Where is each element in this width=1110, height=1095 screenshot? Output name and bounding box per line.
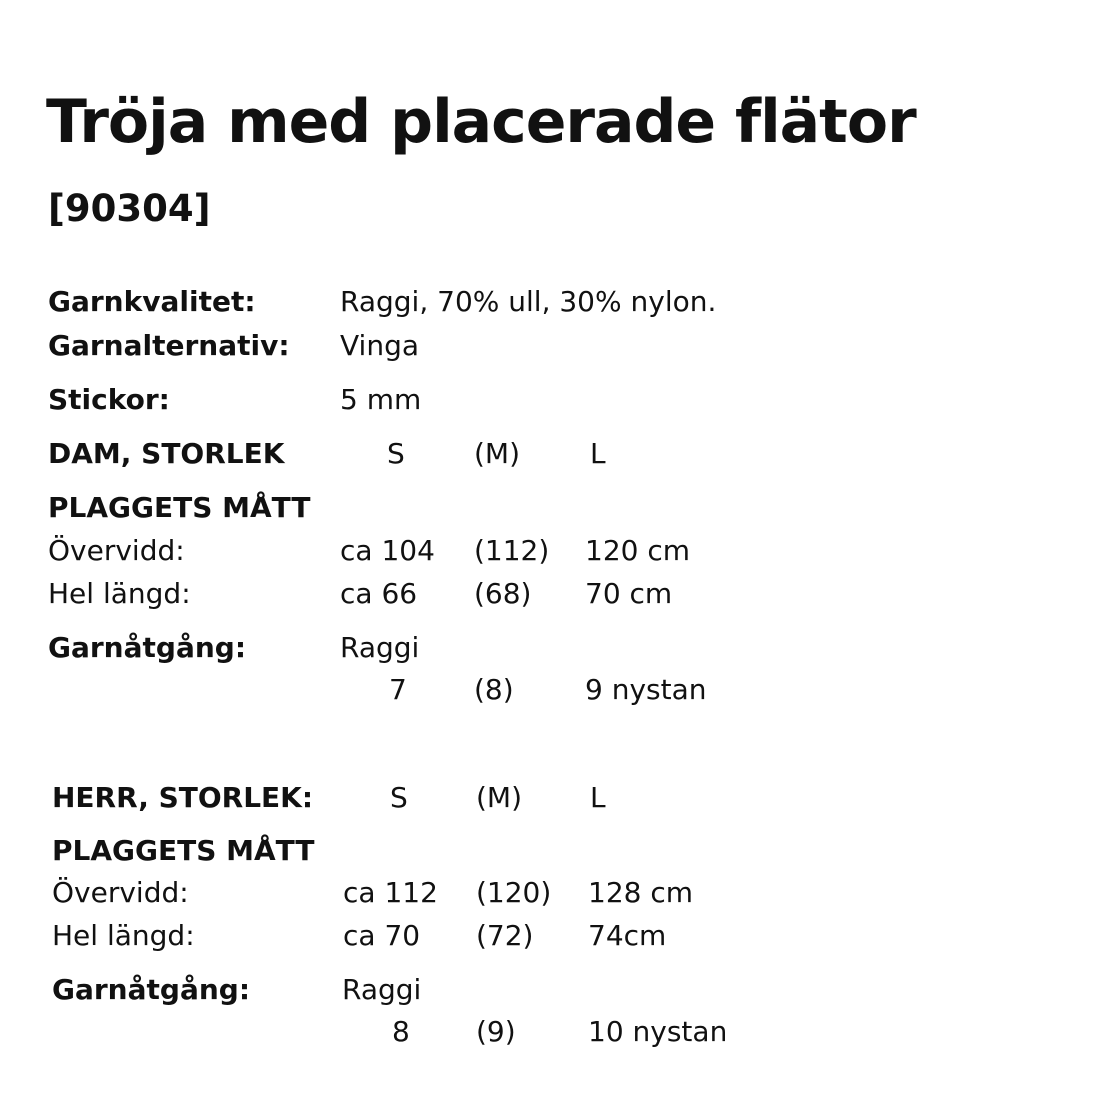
pattern-title: Tröja med placerade flätor (46, 87, 916, 157)
herr-consumption-m: (9) (476, 1015, 516, 1048)
herr-size-l: L (590, 781, 606, 814)
dam-chest-label: Övervidd: (48, 534, 185, 567)
herr-length-label: Hel längd: (52, 919, 195, 952)
needles-label: Stickor: (48, 383, 170, 416)
herr-length-l: 74cm (588, 919, 667, 952)
dam-chest-l: 120 cm (585, 534, 691, 567)
dam-measure-heading: PLAGGETS MÅTT (48, 491, 311, 524)
yarn-alternative-label: Garnalternativ: (48, 329, 290, 362)
dam-consumption-s: 7 (389, 673, 407, 706)
dam-chest-m: (112) (474, 534, 550, 567)
dam-length-s: ca 66 (340, 577, 418, 610)
dam-length-m: (68) (474, 577, 532, 610)
herr-chest-l: 128 cm (588, 876, 694, 909)
dam-consumption-l: 9 nystan (585, 673, 707, 706)
dam-size-m: (M) (474, 437, 521, 470)
needles-value: 5 mm (340, 383, 422, 416)
dam-consumption-yarn: Raggi (340, 631, 420, 664)
herr-consumption-s: 8 (392, 1015, 410, 1048)
yarn-quality-label: Garnkvalitet: (48, 285, 256, 318)
herr-chest-label: Övervidd: (52, 876, 189, 909)
herr-consumption-label: Garnåtgång: (52, 973, 251, 1006)
herr-consumption-yarn: Raggi (342, 973, 422, 1006)
herr-consumption-l: 10 nystan (588, 1015, 728, 1048)
herr-chest-m: (120) (476, 876, 552, 909)
dam-size-label: DAM, STORLEK (48, 437, 285, 470)
herr-length-s: ca 70 (343, 919, 421, 952)
herr-size-m: (M) (476, 781, 523, 814)
dam-consumption-label: Garnåtgång: (48, 631, 247, 664)
dam-length-label: Hel längd: (48, 577, 191, 610)
pattern-code: [90304] (48, 187, 211, 230)
herr-chest-s: ca 112 (343, 876, 438, 909)
dam-chest-s: ca 104 (340, 534, 435, 567)
dam-size-s: S (387, 437, 405, 470)
dam-consumption-m: (8) (474, 673, 514, 706)
herr-size-s: S (390, 781, 408, 814)
yarn-alternative-value: Vinga (340, 329, 419, 362)
dam-length-l: 70 cm (585, 577, 673, 610)
herr-measure-heading: PLAGGETS MÅTT (52, 834, 315, 867)
herr-size-label: HERR, STORLEK: (52, 781, 314, 814)
herr-length-m: (72) (476, 919, 534, 952)
dam-size-l: L (590, 437, 606, 470)
yarn-quality-value: Raggi, 70% ull, 30% nylon. (340, 285, 717, 318)
